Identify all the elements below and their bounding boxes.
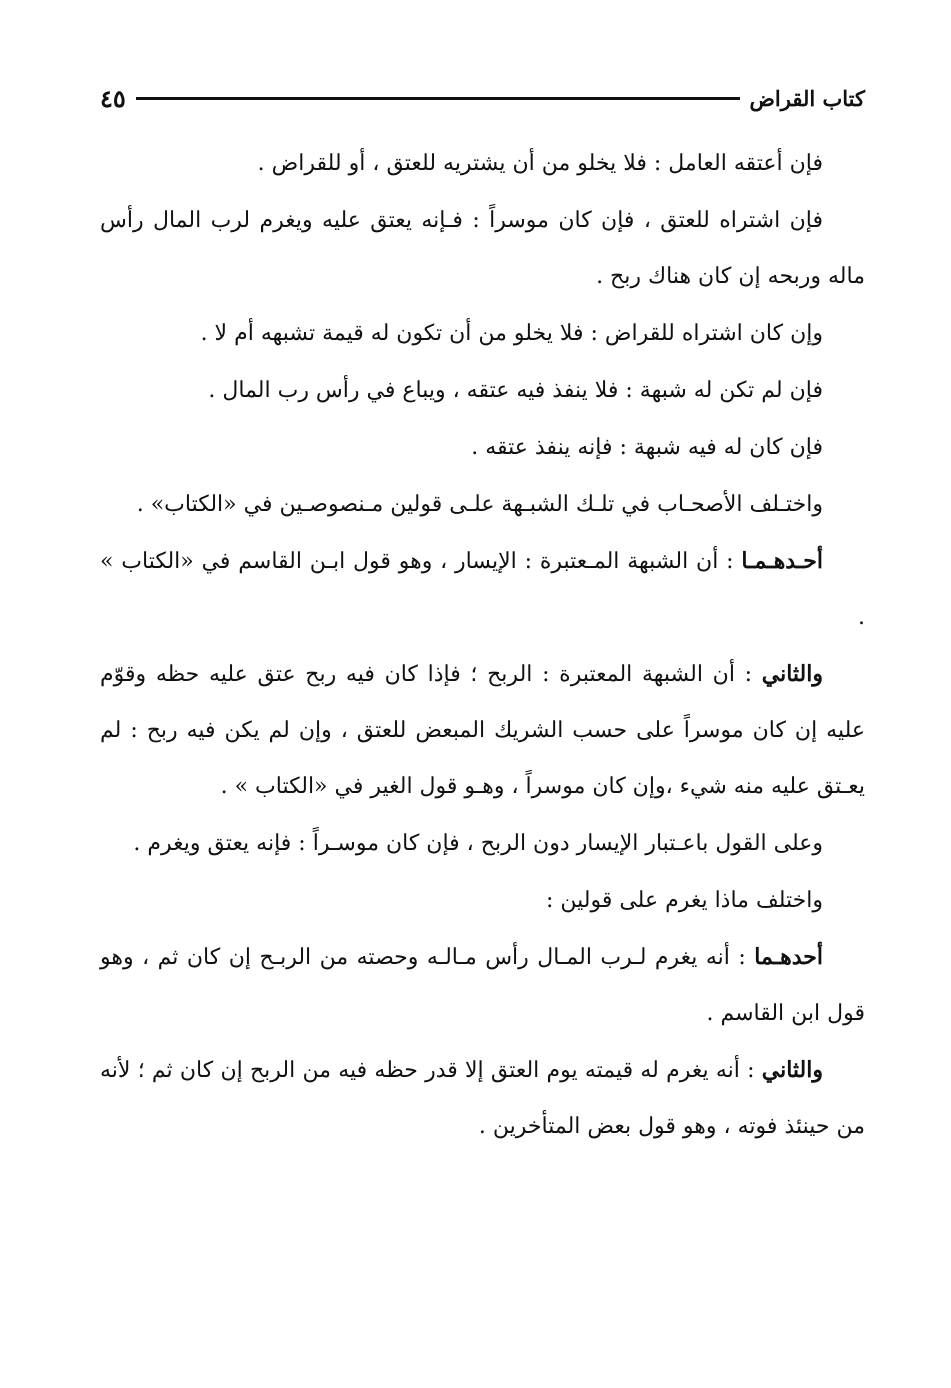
paragraph-text: وعلى القول باعـتبار الإيسار دون الربح ، فإن كان موسـراً : فإنه يعتق ويغرم . bbox=[133, 831, 823, 856]
header-rule bbox=[136, 97, 740, 100]
paragraph-text: فإن أعتقه العامل : فلا يخلو من أن يشتريه للعتق ، أو للقراض . bbox=[257, 151, 823, 176]
paragraph bbox=[100, 476, 865, 533]
paragraph bbox=[100, 533, 865, 646]
paragraph bbox=[100, 135, 865, 192]
page-body bbox=[100, 135, 865, 1155]
paragraph bbox=[100, 362, 865, 419]
paragraph-text: : أنه يغرم لـرب المـال رأس مـالـه وحصته من الربـح إن كان ثم ، وهو قول ابن القاسم . bbox=[100, 945, 865, 1026]
paragraph-text: : أن الشبهة المعتبرة : الربح ؛ فإذا كان فيه ربح عتق عليه حظه وقوّم عليه إن كان موسراً على حسب الشريك المبعض للعتق ، وإن لم يكن فيه ربح : لم يعـتق عليه منه شيء ،وإن كان موسراً ، وهـو قول الغير في «الكتاب » . bbox=[100, 662, 865, 799]
paragraph bbox=[100, 646, 865, 815]
paragraph-lead: والثاني bbox=[761, 1057, 823, 1083]
paragraph-text: واختـلف الأصحـاب في تلـك الشبـهة علـى قولين مـنصوصـين في «الكتاب» . bbox=[136, 492, 823, 517]
paragraph-text: : أنه يغرم له قيمته يوم العتق إلا قدر حظه فيه من الربح إن كان ثم ؛ لأنه من حينئذ فوته ، وهو قول بعض المتأخرين . bbox=[100, 1058, 865, 1139]
paragraph-text: : أن الشبهة المـعتبرة : الإيسار ، وهو قول ابـن القاسم في «الكتاب » . bbox=[100, 549, 865, 630]
paragraph bbox=[100, 192, 865, 305]
paragraph-text: وإن كان اشتراه للقراض : فلا يخلو من أن تكون له قيمة تشبهه أم لا . bbox=[200, 321, 823, 346]
paragraph-lead: والثاني bbox=[761, 661, 823, 687]
paragraph-text: واختلف ماذا يغرم على قولين : bbox=[545, 888, 823, 913]
paragraph-lead: أحدهـما bbox=[754, 944, 823, 970]
paragraph bbox=[100, 929, 865, 1042]
page-header bbox=[100, 78, 865, 118]
page-number: ٤٥ bbox=[100, 83, 126, 113]
paragraph bbox=[100, 305, 865, 362]
paragraph bbox=[100, 419, 865, 476]
paragraph-text: فإن اشتراه للعتق ، فإن كان موسراً : فـإنه يعتق عليه ويغرم لرب المال رأس ماله وربحه إن كان هناك ربح . bbox=[100, 208, 865, 289]
running-title: كتاب القراض bbox=[749, 85, 865, 111]
paragraph bbox=[100, 1042, 865, 1155]
paragraph-text: فإن كان له فيه شبهة : فإنه ينفذ عتقه . bbox=[471, 435, 823, 460]
paragraph bbox=[100, 872, 865, 929]
paragraph-lead: أحـدهـمـا bbox=[741, 548, 823, 574]
paragraph-text: فإن لم تكن له شبهة : فلا ينفذ فيه عتقه ، ويباع في رأس رب المال . bbox=[208, 378, 823, 403]
paragraph bbox=[100, 815, 865, 872]
